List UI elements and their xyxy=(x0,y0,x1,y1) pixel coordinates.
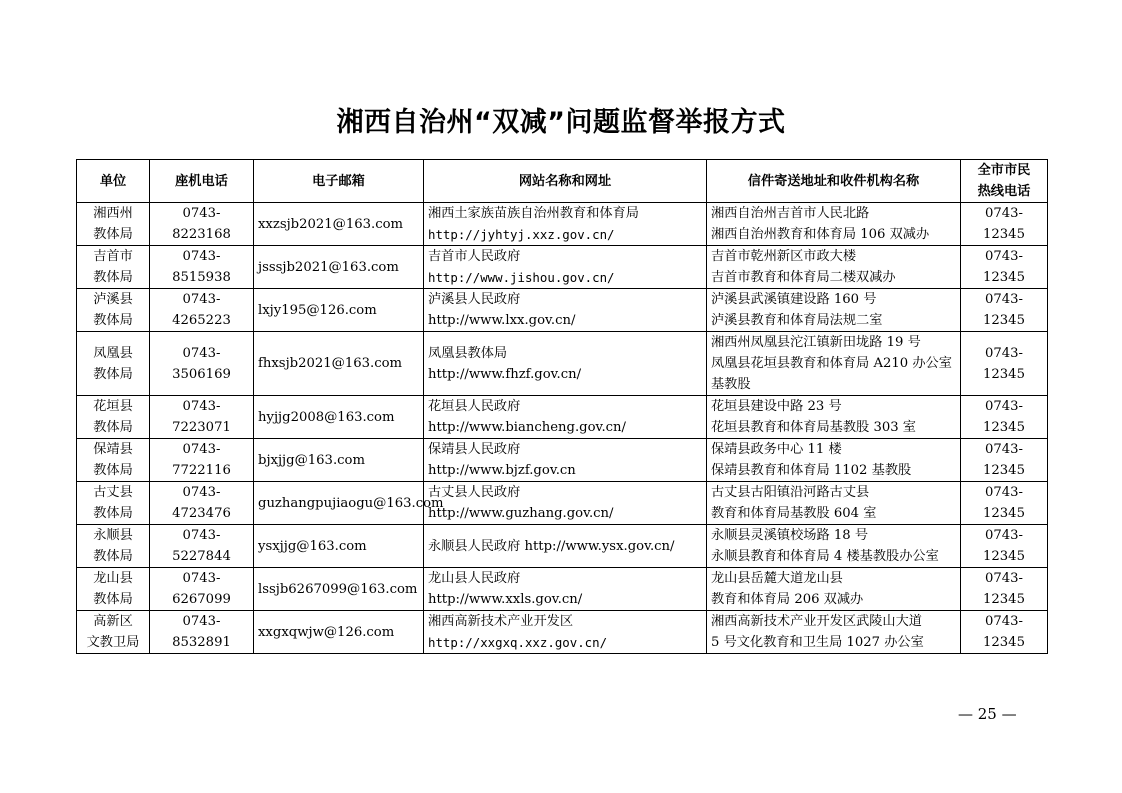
website-cell xyxy=(424,568,707,611)
website-name: 龙山县人民政府 xyxy=(428,571,521,586)
header-phone: 座机电话 xyxy=(150,160,254,203)
header-hotline: 全市市民 热线电话 xyxy=(961,160,1048,203)
address-cell: 花垣县建设中路 23 号 花垣县教育和体育局基教股 303 室 xyxy=(707,396,961,439)
address-cell: 吉首市乾州新区市政大楼 吉首市教育和体育局二楼双减办 xyxy=(707,246,961,289)
table-row xyxy=(77,439,1048,482)
page-number: — 25 — xyxy=(958,705,1017,723)
table-row xyxy=(77,289,1048,332)
email-cell: bjxjjg@163.com xyxy=(254,439,424,482)
email-cell: lxjy195@126.com xyxy=(254,289,424,332)
phone-cell: 0743-7722116 xyxy=(150,439,254,482)
email-cell: xxgxqwjw@126.com xyxy=(254,611,424,654)
unit-cell: 古丈县 教体局 xyxy=(77,482,150,525)
email-cell: ysxjjg@163.com xyxy=(254,525,424,568)
table-row xyxy=(77,396,1048,439)
address-cell: 古丈县古阳镇沿河路古丈县 教育和体育局基教股 604 室 xyxy=(707,482,961,525)
website-name: 吉首市人民政府 xyxy=(428,249,521,264)
address-cell: 龙山县岳麓大道龙山县 教育和体育局 206 双减办 xyxy=(707,568,961,611)
website-name: 花垣县人民政府 xyxy=(428,399,521,414)
unit-cell: 泸溪县 教体局 xyxy=(77,289,150,332)
website-name: 泸溪县人民政府 xyxy=(428,292,521,307)
table-row xyxy=(77,332,1048,396)
website-name: 凤凰县教体局 xyxy=(428,345,508,361)
table-row xyxy=(77,611,1048,654)
header-email: 电子邮箱 xyxy=(254,160,424,203)
header-address: 信件寄送地址和收件机构名称 xyxy=(707,160,961,203)
hotline-cell: 0743-12345 xyxy=(961,289,1048,332)
phone-cell: 0743-5227844 xyxy=(150,525,254,568)
website-url[interactable]: http://www.jishou.gov.cn/ xyxy=(428,270,615,285)
website-cell xyxy=(424,525,707,568)
email-cell: xxzsjb2021@163.com xyxy=(254,203,424,246)
unit-cell: 永顺县 教体局 xyxy=(77,525,150,568)
website-cell xyxy=(424,439,707,482)
website-cell xyxy=(424,396,707,439)
table-row xyxy=(77,246,1048,289)
website-url[interactable]: http://www.lxx.gov.cn/ xyxy=(428,313,576,328)
header-website: 网站名称和网址 xyxy=(424,160,707,203)
unit-cell: 保靖县 教体局 xyxy=(77,439,150,482)
table-header-row xyxy=(77,160,1048,203)
email-cell: jsssjb2021@163.com xyxy=(254,246,424,289)
website-url[interactable]: http://www.biancheng.gov.cn/ xyxy=(428,420,626,435)
website-name: 湘西土家族苗族自治州教育和体育局 xyxy=(428,206,639,221)
hotline-cell: 0743-12345 xyxy=(961,482,1048,525)
website-url[interactable]: http://xxgxq.xxz.gov.cn/ xyxy=(428,635,608,650)
website-url[interactable]: http://www.guzhang.gov.cn/ xyxy=(428,506,614,521)
report-contact-table xyxy=(76,159,1048,654)
website-url[interactable]: http://jyhtyj.xxz.gov.cn/ xyxy=(428,227,615,242)
website-name: 古丈县人民政府 xyxy=(428,485,521,500)
email-cell: hyjjg2008@163.com xyxy=(254,396,424,439)
unit-cell: 湘西州 教体局 xyxy=(77,203,150,246)
phone-cell: 0743-8515938 xyxy=(150,246,254,289)
hotline-cell: 0743-12345 xyxy=(961,568,1048,611)
address-cell: 永顺县灵溪镇校场路 18 号 永顺县教育和体育局 4 楼基教股办公室 xyxy=(707,525,961,568)
unit-cell: 凤凰县 教体局 xyxy=(77,332,150,396)
table-row xyxy=(77,525,1048,568)
website-cell xyxy=(424,611,707,654)
hotline-cell: 0743-12345 xyxy=(961,439,1048,482)
hotline-cell: 0743-12345 xyxy=(961,525,1048,568)
email-cell: fhxsjb2021@163.com xyxy=(254,332,424,396)
website-name: 保靖县人民政府 xyxy=(428,442,521,457)
website-cell xyxy=(424,203,707,246)
website-cell xyxy=(424,289,707,332)
hotline-cell: 0743-12345 xyxy=(961,332,1048,396)
phone-cell: 0743-8223168 xyxy=(150,203,254,246)
website-url[interactable]: http://www.xxls.gov.cn/ xyxy=(428,592,583,607)
address-cell: 泸溪县武溪镇建设路 160 号 泸溪县教育和体育局法规二室 xyxy=(707,289,961,332)
unit-cell: 高新区 文教卫局 xyxy=(77,611,150,654)
website-cell xyxy=(424,332,707,396)
phone-cell: 0743-8532891 xyxy=(150,611,254,654)
hotline-cell: 0743-12345 xyxy=(961,396,1048,439)
website-cell xyxy=(424,482,707,525)
website-cell xyxy=(424,246,707,289)
address-cell: 保靖县政务中心 11 楼 保靖县教育和体育局 1102 基教股 xyxy=(707,439,961,482)
address-cell: 湘西高新技术产业开发区武陵山大道 5 号文化教育和卫生局 1027 办公室 xyxy=(707,611,961,654)
table-row xyxy=(77,203,1048,246)
phone-cell: 0743-4723476 xyxy=(150,482,254,525)
website-url[interactable]: http://www.bjzf.gov.cn xyxy=(428,463,576,478)
unit-cell: 龙山县 教体局 xyxy=(77,568,150,611)
address-cell: 湘西州凤凰县沱江镇新田垅路 19 号 凤凰县花垣县教育和体育局 A210 办公室基教股 xyxy=(707,332,961,396)
table-row xyxy=(77,568,1048,611)
hotline-cell: 0743-12345 xyxy=(961,246,1048,289)
address-cell: 湘西自治州吉首市人民北路 湘西自治州教育和体育局 106 双减办 xyxy=(707,203,961,246)
email-cell: guzhangpujiaogu@163.com xyxy=(254,482,424,525)
website-url[interactable]: http://www.fhzf.gov.cn/ xyxy=(428,366,582,382)
website-name: 湘西高新技术产业开发区 xyxy=(428,614,574,629)
table-row xyxy=(77,482,1048,525)
phone-cell: 0743-6267099 xyxy=(150,568,254,611)
phone-cell: 0743-3506169 xyxy=(150,332,254,396)
unit-cell: 花垣县 教体局 xyxy=(77,396,150,439)
email-cell: lssjb6267099@163.com xyxy=(254,568,424,611)
phone-cell: 0743-4265223 xyxy=(150,289,254,332)
page-title: 湘西自治州“双减”问题监督举报方式 xyxy=(336,107,786,138)
header-unit: 单位 xyxy=(77,160,150,203)
hotline-cell: 0743-12345 xyxy=(961,203,1048,246)
unit-cell: 吉首市 教体局 xyxy=(77,246,150,289)
website-name: 永顺县人民政府 http://www.ysx.gov.cn/ xyxy=(428,538,675,554)
hotline-cell: 0743-12345 xyxy=(961,611,1048,654)
phone-cell: 0743-7223071 xyxy=(150,396,254,439)
